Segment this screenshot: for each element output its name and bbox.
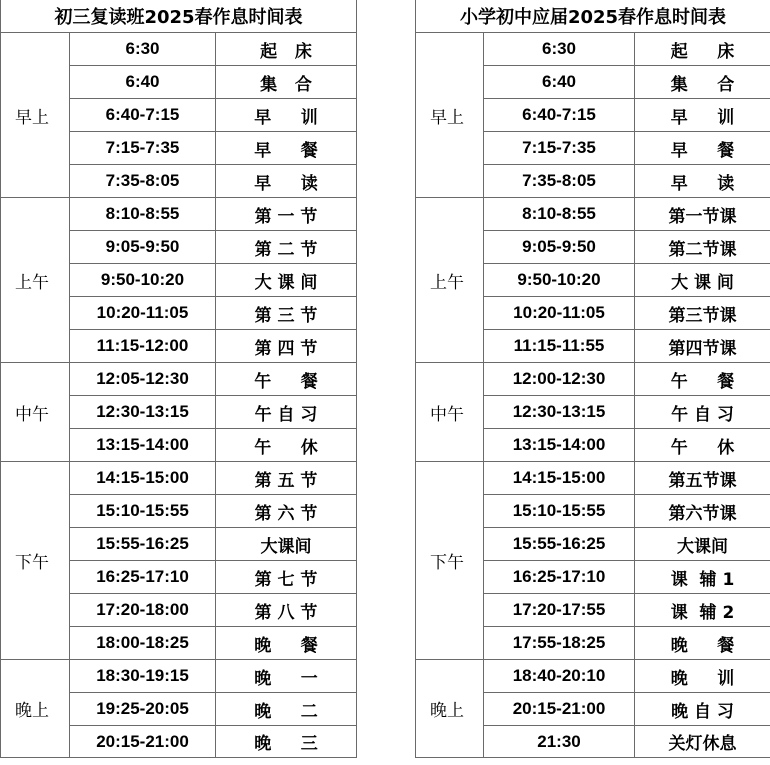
activity-cell: 大 课 间 xyxy=(635,264,770,297)
activity-cell: 早 训 xyxy=(635,99,770,132)
right-schedule-table xyxy=(415,0,770,758)
time-cell: 7:15-7:35 xyxy=(70,132,216,165)
activity-cell: 第 五 节 xyxy=(216,462,357,495)
time-cell: 13:15-14:00 xyxy=(484,429,635,462)
activity-cell: 课 辅 1 xyxy=(635,561,770,594)
time-cell: 12:00-12:30 xyxy=(484,363,635,396)
table-row xyxy=(416,33,770,66)
time-cell: 7:35-8:05 xyxy=(484,165,635,198)
time-cell: 20:15-21:00 xyxy=(484,693,635,726)
activity-cell: 关灯休息 xyxy=(635,726,770,758)
activity-cell: 晚 二 xyxy=(216,693,357,726)
period-label: 下午 xyxy=(1,462,70,660)
activity-cell: 午 休 xyxy=(216,429,357,462)
activity-cell: 课 辅 2 xyxy=(635,594,770,627)
activity-cell: 第 八 节 xyxy=(216,594,357,627)
activity-cell: 第五节课 xyxy=(635,462,770,495)
time-cell: 14:15-15:00 xyxy=(70,462,216,495)
table-row xyxy=(1,198,357,231)
activity-cell: 第 三 节 xyxy=(216,297,357,330)
time-cell: 17:20-17:55 xyxy=(484,594,635,627)
time-cell: 6:40 xyxy=(484,66,635,99)
time-cell: 6:40-7:15 xyxy=(70,99,216,132)
activity-cell: 早 餐 xyxy=(635,132,770,165)
time-cell: 21:30 xyxy=(484,726,635,758)
time-cell: 8:10-8:55 xyxy=(70,198,216,231)
activity-cell: 晚 一 xyxy=(216,660,357,693)
time-cell: 14:15-15:00 xyxy=(484,462,635,495)
activity-cell: 第 四 节 xyxy=(216,330,357,363)
activity-cell: 午 自 习 xyxy=(635,396,770,429)
activity-cell: 起 床 xyxy=(216,33,357,66)
time-cell: 6:30 xyxy=(70,33,216,66)
time-cell: 15:10-15:55 xyxy=(484,495,635,528)
table-row xyxy=(1,33,357,66)
table-row xyxy=(416,462,770,495)
time-cell: 8:10-8:55 xyxy=(484,198,635,231)
time-cell: 12:05-12:30 xyxy=(70,363,216,396)
activity-cell: 第四节课 xyxy=(635,330,770,363)
time-cell: 16:25-17:10 xyxy=(484,561,635,594)
time-cell: 19:25-20:05 xyxy=(70,693,216,726)
time-cell: 10:20-11:05 xyxy=(70,297,216,330)
table-row xyxy=(416,660,770,693)
time-cell: 9:05-9:50 xyxy=(484,231,635,264)
activity-cell: 午 休 xyxy=(635,429,770,462)
table-row xyxy=(416,198,770,231)
period-label: 晚上 xyxy=(416,660,484,758)
time-cell: 15:10-15:55 xyxy=(70,495,216,528)
activity-cell: 早 读 xyxy=(216,165,357,198)
table-title: 初三复读班2025春作息时间表 xyxy=(1,0,357,33)
activity-cell: 晚 餐 xyxy=(216,627,357,660)
time-cell: 15:55-16:25 xyxy=(484,528,635,561)
activity-cell: 早 训 xyxy=(216,99,357,132)
time-cell: 18:00-18:25 xyxy=(70,627,216,660)
time-cell: 12:30-13:15 xyxy=(484,396,635,429)
time-cell: 17:55-18:25 xyxy=(484,627,635,660)
time-cell: 6:30 xyxy=(484,33,635,66)
time-cell: 7:35-8:05 xyxy=(70,165,216,198)
activity-cell: 大课间 xyxy=(635,528,770,561)
activity-cell: 第三节课 xyxy=(635,297,770,330)
activity-cell: 午 自 习 xyxy=(216,396,357,429)
activity-cell: 大课间 xyxy=(216,528,357,561)
period-label: 下午 xyxy=(416,462,484,660)
activity-cell: 第 二 节 xyxy=(216,231,357,264)
time-cell: 20:15-21:00 xyxy=(70,726,216,758)
period-label: 早上 xyxy=(416,33,484,198)
time-cell: 16:25-17:10 xyxy=(70,561,216,594)
time-cell: 9:50-10:20 xyxy=(70,264,216,297)
activity-cell: 晚 训 xyxy=(635,660,770,693)
time-cell: 18:30-19:15 xyxy=(70,660,216,693)
period-label: 上午 xyxy=(1,198,70,363)
time-cell: 12:30-13:15 xyxy=(70,396,216,429)
period-label: 晚上 xyxy=(1,660,70,758)
activity-cell: 集 合 xyxy=(216,66,357,99)
time-cell: 6:40-7:15 xyxy=(484,99,635,132)
period-label: 上午 xyxy=(416,198,484,363)
time-cell: 7:15-7:35 xyxy=(484,132,635,165)
activity-cell: 晚 自 习 xyxy=(635,693,770,726)
time-cell: 6:40 xyxy=(70,66,216,99)
activity-cell: 大 课 间 xyxy=(216,264,357,297)
table-row xyxy=(1,363,357,396)
time-cell: 18:40-20:10 xyxy=(484,660,635,693)
time-cell: 11:15-12:00 xyxy=(70,330,216,363)
time-cell: 9:05-9:50 xyxy=(70,231,216,264)
activity-cell: 起 床 xyxy=(635,33,770,66)
time-cell: 17:20-18:00 xyxy=(70,594,216,627)
table-row xyxy=(1,660,357,693)
activity-cell: 第六节课 xyxy=(635,495,770,528)
activity-cell: 集 合 xyxy=(635,66,770,99)
table-title: 小学初中应届2025春作息时间表 xyxy=(416,0,770,33)
time-cell: 9:50-10:20 xyxy=(484,264,635,297)
time-cell: 11:15-11:55 xyxy=(484,330,635,363)
activity-cell: 第 六 节 xyxy=(216,495,357,528)
activity-cell: 早 读 xyxy=(635,165,770,198)
activity-cell: 晚 餐 xyxy=(635,627,770,660)
activity-cell: 晚 三 xyxy=(216,726,357,758)
table-row xyxy=(1,462,357,495)
table-row xyxy=(416,363,770,396)
time-cell: 15:55-16:25 xyxy=(70,528,216,561)
activity-cell: 第 一 节 xyxy=(216,198,357,231)
period-label: 中午 xyxy=(416,363,484,462)
time-cell: 13:15-14:00 xyxy=(70,429,216,462)
activity-cell: 第一节课 xyxy=(635,198,770,231)
activity-cell: 第二节课 xyxy=(635,231,770,264)
time-cell: 10:20-11:05 xyxy=(484,297,635,330)
left-schedule-table xyxy=(0,0,357,758)
activity-cell: 第 七 节 xyxy=(216,561,357,594)
activity-cell: 午 餐 xyxy=(216,363,357,396)
period-label: 早上 xyxy=(1,33,70,198)
period-label: 中午 xyxy=(1,363,70,462)
activity-cell: 午 餐 xyxy=(635,363,770,396)
activity-cell: 早 餐 xyxy=(216,132,357,165)
